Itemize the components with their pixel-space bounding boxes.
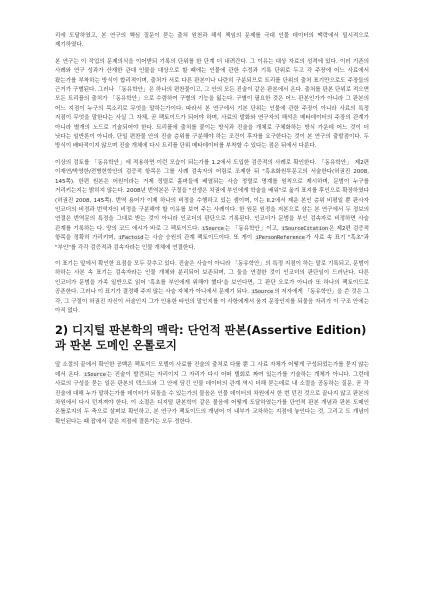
text-run: 앞 소절의 끝에서 확인한 공백은 팩토이드 모델이 사료를 진술의 출처로 다룰 뿐 그 사료 자체가 어떻게 구성되었는가를 묻지 않는 데서 온다. (55, 362, 369, 378)
text-run: 은 제2편 검증적 항목을 정확히 가리키며, (55, 225, 369, 242)
inline-code-ipersonreference: iPersonReference (255, 235, 305, 242)
paragraph-notation-analysis (55, 260, 369, 316)
paragraph-intro-end: 리에 도달하였고, 본 연구의 핵심 질문이 묻는 출처 원천과 해석 책임의 문제를 극대 인물 데이터의 맥락에서 밀시적으로 제기하였다. (55, 33, 369, 49)
paragraph-section-intro (55, 361, 369, 427)
inline-code-isource: iSource (251, 289, 274, 296)
text-run: 이 표기는 앞에서 확인한 요점을 모두 갖추고 있다. 진술은 사슬이 아니라 「동유학안」의 특정 지점이 하는 말로 기록되고, 문범이 하하는 사본 속 표기는 검속자라는 인물 개체와 분리되어 보존되며, 그 둘을 연결한 것이 인코더의 판단임이 드러난다. 다른 인코더가 문범을 가족 일반으로 읽어 '흑초를 부인에게 위해야 했다'을 보인다면, 그 판단 오로가 아니라 또 하나의 팩토이드로 공존한다. 그러나 이 표기가 결정해 주지 않는 사슬 자체가 아니에서 문제기 되다. (55, 260, 369, 296)
text-run: 이상의 검토를 「동유학안」에 적용하면 이런 모습이 되는가를 1.2에서 도입한 검증적의 사례로 확인한다. 「동유학안」 제2편 이재연/박영한/전병헌학안의 검증적 항목은 그를 사례 검속자의 어림로 조제한 뒤 "흑초화원투문고의 서술한다(허권진 2008, 145쪽). 한편 원본은 어원이라는 거제 정렬로 흩펴들에 배열되는 사슴 정렬로 명계를 원칙으로 제시하며, 문범이 누구를 거리키는지는 밝히지 않는다. 2008년 번역본은 구절을 "선생은 치권에 부인에게 학술을 배워"로 옮겨 표지를 후인으로 확장하였다(허권진 2008, 145쪽). 번역 용어가 이제 하나의 비정을 수행하고 있는 셈이며, 이는 II.2에서 제운 본인 층위 비평일 뿐 판사자 인코더의 비정과 번역자의 비정을 구분해야 할 이유를 보여 주는 사례이다. 한 원문 원정을 저본으로 삼는 본 연구에서 두 정보의 연결은 번역문의 특정을 그대로 받는 것이 아니라 인코더의 판단으로 기록된다. 인코더가 문범을 부인 검속자로 비정하면 사슬 관계를 기록하는 다. 망의 코드 에시가 바로 그 팩토이드다. (55, 159, 369, 232)
inline-code-isourcecitation: iSourceCitation (281, 225, 328, 232)
text-run: 가 사료 속 표기 "흑초"과 "부인"를 각각 검증적과 검속자라는 인물 개체에 연결한다. (55, 235, 369, 251)
text-run: 는 사슴 승원의 관계 팩토이드이다. 또 게이 (144, 235, 255, 242)
text-run: 는 「동유학안」이고, (224, 225, 281, 232)
inline-code-ifactoid: iFactoid (118, 235, 144, 242)
paragraph-unit-of-record: 본 연구는 이 작업의 문제의식을 이어받되 기록의 단위를 한 단계 더 내려간다. 그 이유는 대상 자료의 성격에 있다. 이러 기존의 사례와 연구 성과가 산재한 관대 인물을 대상으로 할 때에는 인물에 관한 수정과 기록 단위로 두고 각 주장에 어느 사료에서 왔는가를 부착하는 방식이 합리적이며, 출처가 서로 다른 판본이나 나란히 구분되므로 트리플 단위의 출처 표기만으로도 주장들의 근거가 구별된다. 그러나 「동유학안」은 하나의 편찬물이고, 그 안의 모든 진술이 같은 판본에서 온다. 출처를 판본 단위로 적으면 모든 트리플의 출처가 「동유학안」으로 수렴하여 구별의 기능을 잃는다. 구별이 필요한 것은 어느 판본인가가 아니라 그 판본의 어느 지점이 누구의 목소리로 무엇을 말하는가이다. 따라서 본 연구에서 기본 단위는 인물에 관한 주장이 아니라 사료의 특정 지점이 무엇을 말한다는 사실 그 자체, 곧 팩토이드가 되어야 하며, 사료의 발화와 연구자의 해석은 메타데이터의 주장의 관계가 아니라 별개의 노드로 기술되어야 한다. 트리플에 출처를 붙이는 방식과 진술을 개체로 구체화하는 방식 가운데 어느 것이 더 낫다는 일반론이 아니라, 단일 편찬물 안의 진술 층위를 구분해야 하는 조건이 후자를 요구한다는 것이 본 연구의 출발점이다. 두 방식이 배타적이지 않으며 진술 개체에 다시 트리플 단위 메타데이터를 부착할 수 있다는 점은 뒤에서 다룬다. (55, 58, 369, 150)
paragraph-example-case (55, 159, 369, 253)
section-heading: 2) 디지털 판본학의 맥락: 단언적 판본(Assertive Edition)과 판본 도메인 온톨로지 (55, 323, 367, 353)
inline-code-isource: iSource (202, 225, 224, 232)
text-run: 는 진술이 발견되는 자리이지 그 자리가 다시 어떠 텔회로 짜여 있는가를 기술하는 개체가 아니다. 그런데 사료의 구성을 묻는 일은 판본의 텍스트와 그 안에 담긴 인물 데이터의 관계 역시 더해 묻는데로 내 소절을 공동하는 질문, 곧 각 진술에 대해 누가 말하는가를 데이터가 되돌을 수 있는가의 물음은 인물 데이터의 차원에서 한 번 던진 것으로 끝나지 않고 판본의 차원에서 다시 던져져야 한다. 이 소절은 디지털 판본학이 같은 물음에 어떻게 도달하였는가를 단언적 판본 개념과 판본 도메인 온톨로지의 두 축으로 살펴보 확인하고, 본 연구가 팩토이드의 개념어 이 내부가 교차하는 지점에 놓인다는 것, 그리고 도 개념이 확인된다는 때 잡에서 같은 지점에 결론가는 오두 정한다. (55, 371, 369, 425)
text-run: 의 저자에게 「동유학안」을 쓴 것은 그 각, 그 구절이 허권진 자신이 서술인지 그가 인용한 타인의 말인지를 이 사항에게서 움겨 문장인지를 되물음 자리가 이 구조 안에는 아직 없다. (55, 289, 369, 314)
inline-code-isource: iSource (84, 371, 106, 378)
